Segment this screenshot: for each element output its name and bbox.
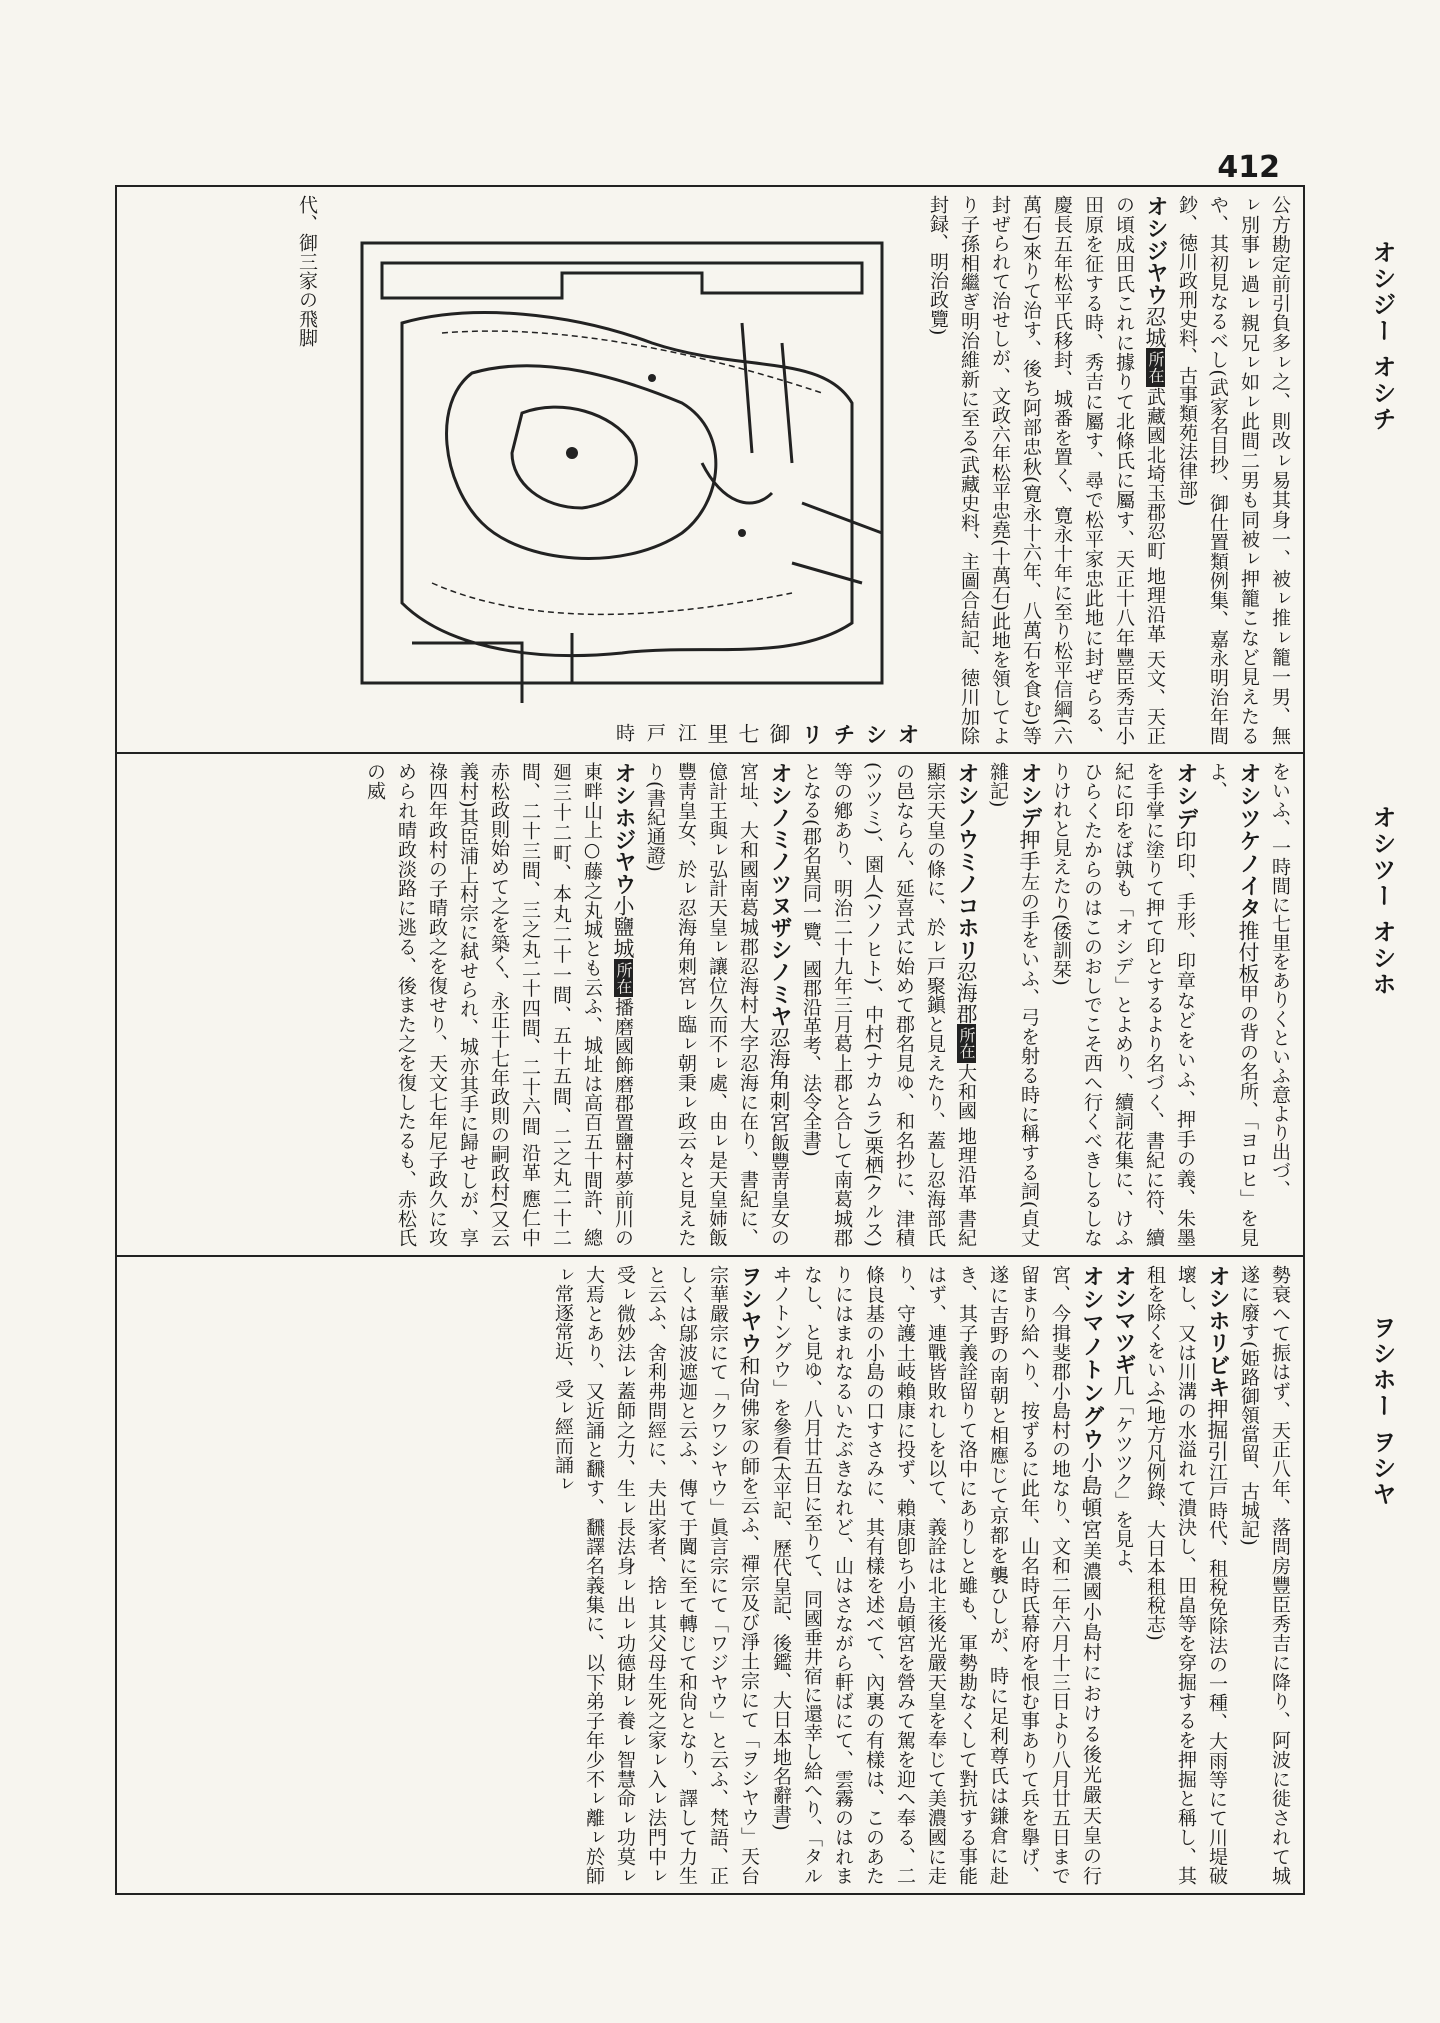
entry-oshiboribiki [1139, 1265, 1233, 1885]
entry-text: 勢衰へて振はず、天正八年、落問房豐臣秀吉に降り、阿波に徙されて城遂に廢す(姫路御領當留、古城記) [1238, 1265, 1291, 1885]
band-2 [125, 762, 1295, 1247]
entry-oshimatsugi [1107, 1265, 1139, 1885]
entry-title: オシホリビキ [1205, 1265, 1230, 1399]
entry-kanji: 推付板 [1236, 919, 1260, 984]
entry-text: をいふ、一時間に七里をありくといふ意より出づ、 [1269, 762, 1291, 1199]
entry-oshinomi-no-tsunuzashi [639, 762, 795, 1247]
entry-text: 公方勘定前引負多ㇾ之、則改ㇾ易其身一、被ㇾ推ㇾ籠一男、無ㇾ別事ㇾ過ㇾ親兄ㇾ如ㇾ此間二男も同被ㇾ押籠こなど見えたるや、其初見なるべし(武家名目抄、御仕置類例集、嘉永明治年間鈔、徳川政刑史料、古事類苑法律部) [1176, 195, 1291, 745]
entry-title: オシマツギ [1111, 1265, 1136, 1375]
entry-title: オシツケノイタ [1236, 762, 1261, 920]
entry-continuation [1171, 195, 1295, 745]
entry-text: 武藏國北埼玉郡忍町 地理沿革 天文、天正の頃成田氏これに據りて北條氏に屬す、天正十八年豐臣秀吉小田原を征する時、秀吉に屬す、尋で松平家忠此地に封ぜらる、慶長五年松平氏移封、城番を置く、寛永十年に至り松平信綱(六萬石)來りて治す、後ち阿部忠秋(寛永十六年、八萬石を食む)等封ぜられて治せしが、文政六年松平忠堯(十萬石)此地を領してより子孫相繼ぎ明治維新に至る(武藏史料、主圖合結記、徳川加除封録、明治政覽) [927, 195, 1166, 745]
entry-oshiojiyau [359, 762, 639, 1247]
entry-title: オシノミノツヌザシノミヤ [767, 762, 792, 1028]
entry-text: 大和國 地理沿革 書紀顯宗天皇の條に、於ㇾ戸聚鎭と見えたり、蓋し忍海部氏の邑ならん、延喜式に始めて郡名見ゆ、和名抄に、津積(ツツミ)、園人(ソノヒト)、中村(ナカムラ)栗栖(クルス)等の鄕あり、明治二十九年三月葛上郡と合して南葛城郡となる(郡名異同一覽、國郡沿革考、法令全書) [800, 762, 977, 1247]
entry-tag: 所在 [957, 1024, 976, 1062]
band-divider-2 [115, 1255, 1305, 1257]
entry-text: 江戸時代、御三家の飛脚 [296, 195, 697, 742]
entry-title: オシジヤウ [1143, 195, 1168, 307]
castle-map-figure [322, 203, 922, 723]
entry-kanji: 印 [1173, 830, 1197, 853]
band-3 [125, 1265, 1295, 1885]
entry-kanji: 几 [1111, 1375, 1135, 1396]
entry-continuation [1233, 1265, 1295, 1885]
entry-kanji: 御七里 [705, 723, 791, 744]
entry-kanji: 忍海角刺宮 [767, 1027, 791, 1133]
entry-text: 印、手形、印章などをいふ、押手の義、朱墨を手掌に塗りて押て印とするより名づく、書紀に符、續紀に印をば孰も「オシデ」とよめり、續詞花集に、けふひらくたからのはこのおしでこそ西へ行くべきしるしなりけれと見えたり(倭訓栞) [1050, 762, 1196, 1247]
entry-kanji: 押手 [1017, 829, 1041, 872]
entry-continuation [1264, 762, 1295, 1247]
entry-title: オシマノトングウ [1079, 1265, 1104, 1452]
entry-oshijiyau [922, 195, 1171, 745]
castle-plan-illustration [322, 203, 922, 723]
entry-kanji: 忍城 [1143, 306, 1167, 349]
entry-title: オシホジヤウ [611, 762, 636, 896]
entry-text: 「ケツツク」を見よ、 [1112, 1396, 1134, 1586]
entry-oshima-tongu [765, 1265, 1107, 1885]
entry-title: オシデ [1017, 762, 1042, 830]
entry-title: オシデ [1173, 762, 1198, 831]
entry-kanji: 小鹽城 [611, 895, 635, 959]
entry-oshide-seal [1045, 762, 1201, 1247]
entry-oshinoumi [795, 762, 982, 1247]
entry-kanji: 押掘引 [1205, 1398, 1229, 1463]
entry-text: 江戸時代、租稅免除法の一種、大雨等にて川堤破壞し、又は川溝の水溢れて潰決し、田畠等を穿掘するを押掘と稱し、其租を除くをいふ(地方凡例錄、大日本租稅志) [1144, 1265, 1228, 1885]
entry-kanji: 忍海郡 [954, 961, 978, 1025]
entry-tag: 所在 [614, 959, 633, 997]
entry-woshiyau [547, 1265, 765, 1885]
band-1 [125, 195, 1295, 745]
entry-text: 左の手をいふ、弓を射る時に稱する詞(貞丈雜記) [987, 762, 1040, 1247]
entry-text: 飯豐靑皇女の宮址、大和國南葛城郡忍海村大字忍海に在り、書紀に、億計王與ㇾ弘計天皇ㇾ讓位久而不ㇾ處、由ㇾ是天皇姉飯豐靑皇女、於ㇾ忍海角刺宮ㇾ臨ㇾ朝秉ㇾ政云々と見えたり(書紀通證) [644, 762, 790, 1247]
running-head-3: ヲシホー ヲシヤ [1368, 1315, 1396, 1508]
page-number: 412 [1217, 150, 1280, 185]
entry-text: 播磨國飾磨郡置鹽村夢前川の東畔山上○藤之丸城とも云ふ、城址は高百五十間許、總廻三十二町、本丸二十一間、五十五間、二之丸二十二間、二十三間、三之丸二十四間、二十六間 沿革 應仁中赤松政則始めて之を築く、永正十七年政則の嗣政村(又云義村)其臣浦上村宗に弑せられ、城亦其手に歸せしが、享祿四年政村の子晴政之を復せり、天文七年尼子政久に攻められ晴政淡路に逃る、後また之を復したるも、赤松氏の威 [364, 762, 634, 1247]
running-head-2: オシツー オシホ [1368, 805, 1396, 998]
entry-text: 美濃國小島村における後光嚴天皇の行宮、今揖斐郡小島村の地なり、文和二年六月十三日より八月廿五日まで留まり給へり、按ずるに此年、山名時氏幕府を恨む事ありて兵を擧げ、遂に吉野の南朝と相應じて京都を襲ひしが、時に足利尊氏は鎌倉に赴き、其子義詮留りて洛中にありしと雖も、軍勢勘なくして對抗する事能はず、連戰皆敗れしを以て、義詮は北主後光嚴天皇を奉じて美濃國に走り、守護土岐賴康に投ず、賴康卽ち小島頓宮を營みて駕を迎へ奉る、二條良基の小島の口すさみに、其有樣を述べて、內裏の有樣は、このあたりにはまれなるいたぶきなれど、山はさながら軒ばにて、雲霧のはれまなし、と見ゆ、八月廿五日に至りて、同國垂井宿に還幸し給へり、「タルヰノトングウ」を參看(太平記、歷代皇記、後鑑、大日本地名辭書) [770, 1265, 1102, 1885]
entry-oshide-hand [982, 762, 1045, 1247]
entry-text: 甲の背の名所、「ヨロヒ」を見よ、 [1206, 762, 1259, 1247]
band-divider-1 [115, 752, 1305, 754]
entry-text: 佛家の師を云ふ、禪宗及び淨土宗にて「ヲシヤウ」天台宗華嚴宗にて「クワシヤウ」眞言宗にて「ワジヤウ」と云ふ、梵語、正しくは鄔波遮迦と云ふ、傳て于闐に至て轉じて和尙となり、譯して力生と云ふ、舍利弗問經に、夫出家者、捨ㇾ其父母生死之家ㇾ入ㇾ法門中ㇾ受ㇾ微妙法ㇾ蓋師之力、生ㇾ長法身ㇾ出ㇾ功德財ㇾ養ㇾ智慧命ㇾ功莫ㇾ大焉とあり、又近誦と飜す、飜譯名義集に、以下弟子年少不ㇾ離ㇾ於師ㇾ常逐常近、受ㇾ經而誦ㇾ [552, 1265, 760, 1885]
entry-kanji: 小島頓宮 [1079, 1451, 1103, 1541]
entry-title: オシノウミノコホリ [954, 762, 979, 962]
entry-title: ヲシヤウ [737, 1265, 762, 1355]
entry-oshitsukenoita [1201, 762, 1264, 1247]
entry-tag: 所在 [1146, 348, 1165, 386]
entry-kanji: 和尙 [737, 1355, 761, 1398]
entry-title: オシチリ [798, 723, 919, 745]
running-head-1: オシジー オシチ [1368, 240, 1396, 433]
